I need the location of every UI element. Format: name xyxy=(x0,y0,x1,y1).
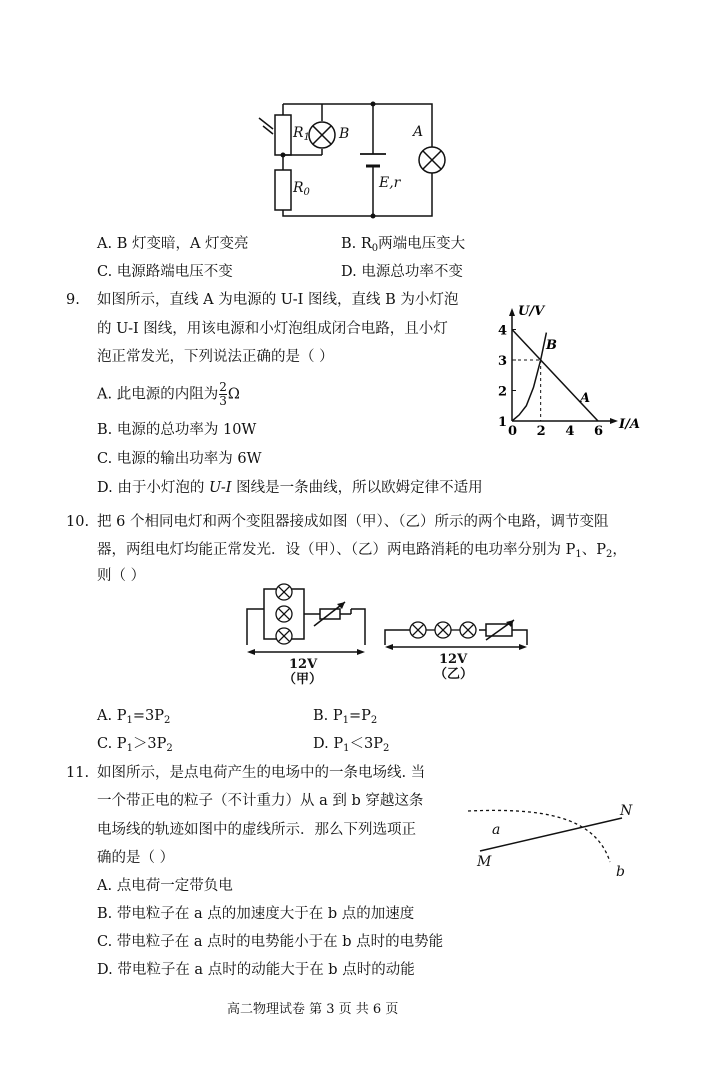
x-axis-label: I/A xyxy=(619,417,640,432)
q10-option-d: D. $P_1<3P_2$ xyxy=(313,736,390,754)
x-tick-label: 6 xyxy=(593,424,604,439)
q10-option-c: C. $P_1>3P_2$ xyxy=(97,736,173,754)
q11-option-c: C. 带电粒子在 a 点时的电势能小于在 b 点时的电势能 xyxy=(97,934,444,950)
q8-option-b: B. $R_0$两端电压变大 xyxy=(341,236,466,254)
y-tick-label: 2 xyxy=(498,384,508,400)
series-label-a: A xyxy=(580,391,591,406)
q10-number: 10. xyxy=(66,514,90,530)
q8-option-d: D. 电源总功率不变 xyxy=(341,264,463,280)
x-tick-label: 0 xyxy=(508,424,518,439)
yi-label: （乙） xyxy=(434,667,474,682)
q11-option-d: D. 带电粒子在 a 点时的动能大于在 b 点时的动能 xyxy=(97,962,415,978)
q11-stem-line: 一个带正电的粒子（不计重力）从 a 到 b 穿越这条 xyxy=(97,793,424,809)
q11-stem-line: 电场线的轨迹如图中的虚线所示．那么下列选项正 xyxy=(97,822,416,838)
q11-option-a: A. 点电荷一定带负电 xyxy=(97,878,233,894)
battery-label: E,r xyxy=(379,175,401,191)
q10-stem-line: 则（ ） xyxy=(97,568,146,584)
point-n-label: N xyxy=(620,803,633,819)
bulb-a-label: A xyxy=(413,124,424,140)
q10-stem-line: 把 6 个相同电灯和两个变阻器接成如图（甲）、（乙）所示的两个电路，调节变阻 xyxy=(97,514,609,530)
q9-stem-line: 如图所示，直线 A 为电源的 U-I 图线，直线 B 为小灯泡 xyxy=(97,292,459,308)
q10-option-a: A. $P_1=3P_2$ xyxy=(97,708,171,726)
q11-stem-line: 如图所示，是点电荷产生的电场中的一条电场线. 当 xyxy=(97,765,426,781)
point-b-label: b xyxy=(616,864,625,880)
page-footer: 高二物理试卷 第 3 页 共 6 页 xyxy=(227,1002,399,1017)
r0-label: $R_0$ xyxy=(293,180,310,198)
y-tick-label: 1 xyxy=(498,415,508,430)
jia-label: （甲） xyxy=(283,672,323,687)
point-a-label: a xyxy=(492,822,501,838)
x-tick-label: 2 xyxy=(536,424,546,439)
fraction: $\frac{2}{3}$ xyxy=(219,380,227,408)
q11-stem-line: 确的是（ ） xyxy=(97,850,175,866)
q9-stem-line: 泡正常发光，下列说法正确的是（ ） xyxy=(97,349,334,365)
q11-number: 11. xyxy=(66,765,90,781)
q9-option-b: B. 电源的总功率为 10W xyxy=(97,422,257,438)
jia-voltage: 12V xyxy=(289,657,318,672)
q10-option-b: B. $P_1=P_2$ xyxy=(313,708,378,726)
bulb-b-label: B xyxy=(339,126,350,142)
q9-option-d: D. 由于小灯泡的 U-I 图线是一条曲线，所以欧姆定律不适用 xyxy=(97,480,483,496)
y-tick-label: 4 xyxy=(498,323,508,339)
y-axis-label: U/V xyxy=(518,304,545,319)
q9-option-a: A. 此电源的内阻为 $\frac{2}{3}$ Ω xyxy=(97,380,240,408)
field-line-mn xyxy=(480,818,622,851)
q10-stem-line: 器，两组电灯均能正常发光．设（甲）、（乙）两电路消耗的电功率分别为 $P_1$、$P_2$， xyxy=(97,542,627,560)
x-tick-label: 4 xyxy=(565,424,575,439)
yi-voltage: 12V xyxy=(439,652,468,667)
q9-number: 9. xyxy=(66,292,80,308)
point-m-label: M xyxy=(477,854,492,870)
q8-option-c: C. 电源路端电压不变 xyxy=(97,264,233,280)
q11-option-b: B. 带电粒子在 a 点的加速度大于在 b 点的加速度 xyxy=(97,906,415,922)
q9-stem-line: 的 U-I 图线，用该电源和小灯泡组成闭合电路，且小灯 xyxy=(97,321,448,337)
q8-option-a: A. B 灯变暗，A 灯变亮 xyxy=(97,236,249,252)
r1-label: $R_1$ xyxy=(293,125,310,143)
y-tick-label: 3 xyxy=(498,354,508,369)
q9-option-c: C. 电源的输出功率为 6W xyxy=(97,451,262,467)
series-label-b: B xyxy=(546,338,557,353)
